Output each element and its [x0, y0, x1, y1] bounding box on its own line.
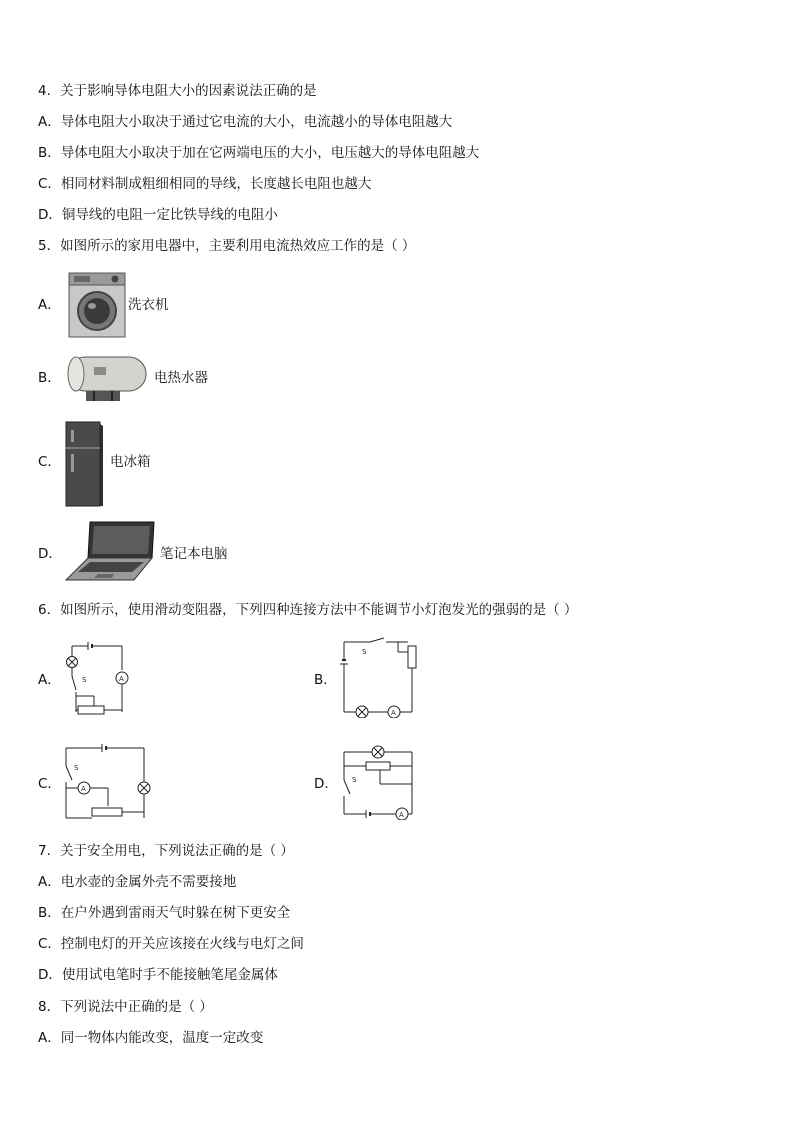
switch-label: S [74, 764, 79, 772]
switch-label: S [352, 776, 357, 784]
q8-stem: 8．下列说法中正确的是（ ） [38, 999, 213, 1015]
q8-option-a[interactable]: A．同一物体内能改变，温度一定改变 [38, 1030, 264, 1046]
q6-option-d-letter[interactable]: D． [314, 776, 338, 792]
q5-option-a-letter[interactable]: A． [38, 297, 61, 313]
q5-option-c-letter[interactable]: C． [38, 454, 61, 470]
circuit-diagram-a [62, 640, 130, 720]
ammeter-label: A [391, 709, 396, 717]
q6-stem: 6．如图所示，使用滑动变阻器，下列四种连接方法中不能调节小灯泡发光的强弱的是（ ） [38, 602, 578, 618]
washing-machine-icon [68, 272, 126, 338]
q7-option-c[interactable]: C．控制电灯的开关应该接在火线与电灯之间 [38, 936, 304, 952]
q7-stem: 7．关于安全用电，下列说法正确的是（ ） [38, 843, 294, 859]
q5-option-c-label: 电冰箱 [110, 454, 151, 470]
q4-option-c[interactable]: C．相同材料制成粗细相同的导线，长度越长电阻也越大 [38, 176, 372, 192]
q5-option-d-letter[interactable]: D． [38, 546, 62, 562]
laptop-icon [64, 520, 158, 582]
water-heater-icon [64, 355, 150, 403]
q5-option-a-label: 洗衣机 [128, 297, 169, 313]
q7-option-d[interactable]: D．使用试电笔时手不能接触笔尾金属体 [38, 967, 278, 983]
q5-stem: 5．如图所示的家用电器中，主要利用电流热效应工作的是（ ） [38, 238, 416, 254]
circuit-diagram-b [340, 636, 422, 718]
switch-label: S [82, 676, 87, 684]
q4-option-d[interactable]: D．铜导线的电阻一定比铁导线的电阻小 [38, 207, 278, 223]
circuit-diagram-c [62, 742, 154, 824]
q6-option-c-letter[interactable]: C． [38, 776, 61, 792]
q6-option-b-letter[interactable]: B． [314, 672, 337, 688]
q5-option-d-label: 笔记本电脑 [160, 546, 228, 562]
q4-stem: 4．关于影响导体电阻大小的因素说法正确的是 [38, 83, 317, 99]
circuit-diagram-d [340, 744, 418, 820]
q7-option-b[interactable]: B．在户外遇到雷雨天气时躲在树下更安全 [38, 905, 291, 921]
q4-option-b[interactable]: B．导体电阻大小取决于加在它两端电压的大小，电压越大的导体电阻越大 [38, 145, 480, 161]
switch-label: S [362, 648, 367, 656]
refrigerator-icon [64, 420, 104, 508]
q5-option-b-letter[interactable]: B． [38, 370, 61, 386]
ammeter-label: A [81, 785, 86, 793]
ammeter-label: A [399, 811, 404, 819]
q7-option-a[interactable]: A．电水壶的金属外壳不需要接地 [38, 874, 237, 890]
q6-option-a-letter[interactable]: A． [38, 672, 61, 688]
q4-option-a[interactable]: A．导体电阻大小取决于通过它电流的大小，电流越小的导体电阻越大 [38, 114, 453, 130]
ammeter-label: A [119, 675, 124, 683]
q5-option-b-label: 电热水器 [154, 370, 208, 386]
